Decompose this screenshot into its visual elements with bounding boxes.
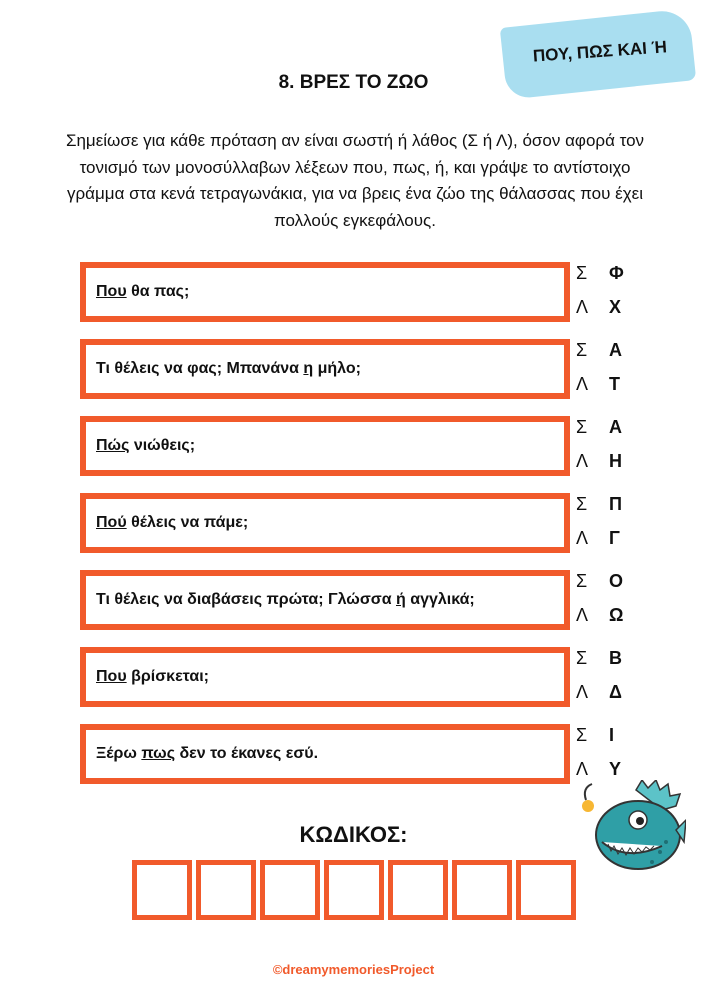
correct-label: Σ <box>576 648 588 668</box>
page-title: 8. ΒΡΕΣ ΤΟ ΖΩΟ <box>278 72 429 93</box>
wrong-label: Λ <box>576 605 589 625</box>
question-text-post: μήλο; <box>313 360 361 377</box>
wrong-letter: Δ <box>609 682 622 702</box>
underlined-word: Που <box>96 283 127 300</box>
wrong-letter: Ω <box>609 605 624 625</box>
underlined-word: Που <box>96 668 127 685</box>
instructions: Σημείωσε για κάθε πρόταση αν είναι σωστή ή λάθος (Σ ή Λ), όσον αφορά τον τονισμό των μονοσύλλαβων λέξεων που, πως, ή, και γράψε το αντίστοιχο γράμμα στα κενά τετραγωνάκια, για να βρεις ένα ζώο της θάλασσας που έχει πολλούς εγκεφάλους. <box>65 131 645 230</box>
correct-letter: Ι <box>609 725 615 745</box>
correct-letter: Β <box>609 648 622 668</box>
code-letter-box[interactable] <box>196 860 256 920</box>
footer-credit: ©dreamymemoriesProject <box>272 962 435 977</box>
wrong-label: Λ <box>576 759 589 779</box>
correct-label: Σ <box>576 417 588 437</box>
question-text-post: θα πας; <box>126 283 190 300</box>
question-text-pre: Τι θέλεις να φας; Μπανάνα <box>96 360 304 377</box>
question-text <box>96 437 195 455</box>
question-text <box>96 591 475 609</box>
code-letter-box[interactable] <box>132 860 192 920</box>
correct-letter: Φ <box>609 263 624 283</box>
wrong-label: Λ <box>576 374 589 394</box>
question-text-post: βρίσκεται; <box>126 668 209 685</box>
question-text-post: δεν το έκανες εσύ. <box>175 745 319 762</box>
correct-label: Σ <box>576 571 588 591</box>
question-box <box>80 647 570 707</box>
correct-letter: Ο <box>609 571 624 591</box>
wrong-label: Λ <box>576 451 589 471</box>
underlined-word: Πώς <box>96 437 130 454</box>
wrong-label: Λ <box>576 297 589 317</box>
wrong-letter: Τ <box>609 374 620 394</box>
correct-letter: Π <box>609 494 622 514</box>
correct-label: Σ <box>576 340 588 360</box>
question-box <box>80 262 570 322</box>
underlined-word: Πού <box>96 514 127 531</box>
code-letter-box[interactable] <box>260 860 320 920</box>
underlined-word: πως <box>141 745 176 762</box>
question-text <box>96 745 318 763</box>
wrong-letter: Η <box>609 451 622 471</box>
code-letter-box[interactable] <box>388 860 448 920</box>
anglerfish-icon <box>576 780 686 880</box>
topic-banner: ΠΟΥ, ΠΩΣ ΚΑΙ Ή <box>532 37 668 66</box>
code-letter-box[interactable] <box>452 860 512 920</box>
question-box <box>80 339 570 399</box>
question-text-post: νιώθεις; <box>129 437 196 454</box>
question-box <box>80 570 570 630</box>
wrong-letter: Χ <box>609 297 622 317</box>
question-text-post: θέλεις να πάμε; <box>126 514 249 531</box>
question-text <box>96 360 361 378</box>
correct-letter: Α <box>609 340 622 360</box>
question-text <box>96 283 189 301</box>
question-text <box>96 668 209 686</box>
code-letter-box[interactable] <box>516 860 576 920</box>
wrong-label: Λ <box>576 682 589 702</box>
question-box <box>80 493 570 553</box>
correct-label: Σ <box>576 494 588 514</box>
question-text-pre: Τι θέλεις να διαβάσεις πρώτα; Γλώσσα <box>96 591 396 608</box>
question-text <box>96 514 248 532</box>
code-letter-box[interactable] <box>324 860 384 920</box>
correct-letter: Α <box>609 417 622 437</box>
question-text-pre: Ξέρω <box>96 745 142 762</box>
wrong-letter: Υ <box>609 759 622 779</box>
question-box <box>80 724 570 784</box>
code-label: ΚΩΔΙΚΟΣ: <box>299 822 408 847</box>
wrong-label: Λ <box>576 528 589 548</box>
underlined-word: ή <box>396 591 406 608</box>
correct-label: Σ <box>576 725 588 745</box>
question-text-post: αγγλικά; <box>405 591 475 608</box>
question-box <box>80 416 570 476</box>
correct-label: Σ <box>576 263 588 283</box>
underlined-word: η <box>303 360 314 377</box>
wrong-letter: Γ <box>609 528 620 548</box>
